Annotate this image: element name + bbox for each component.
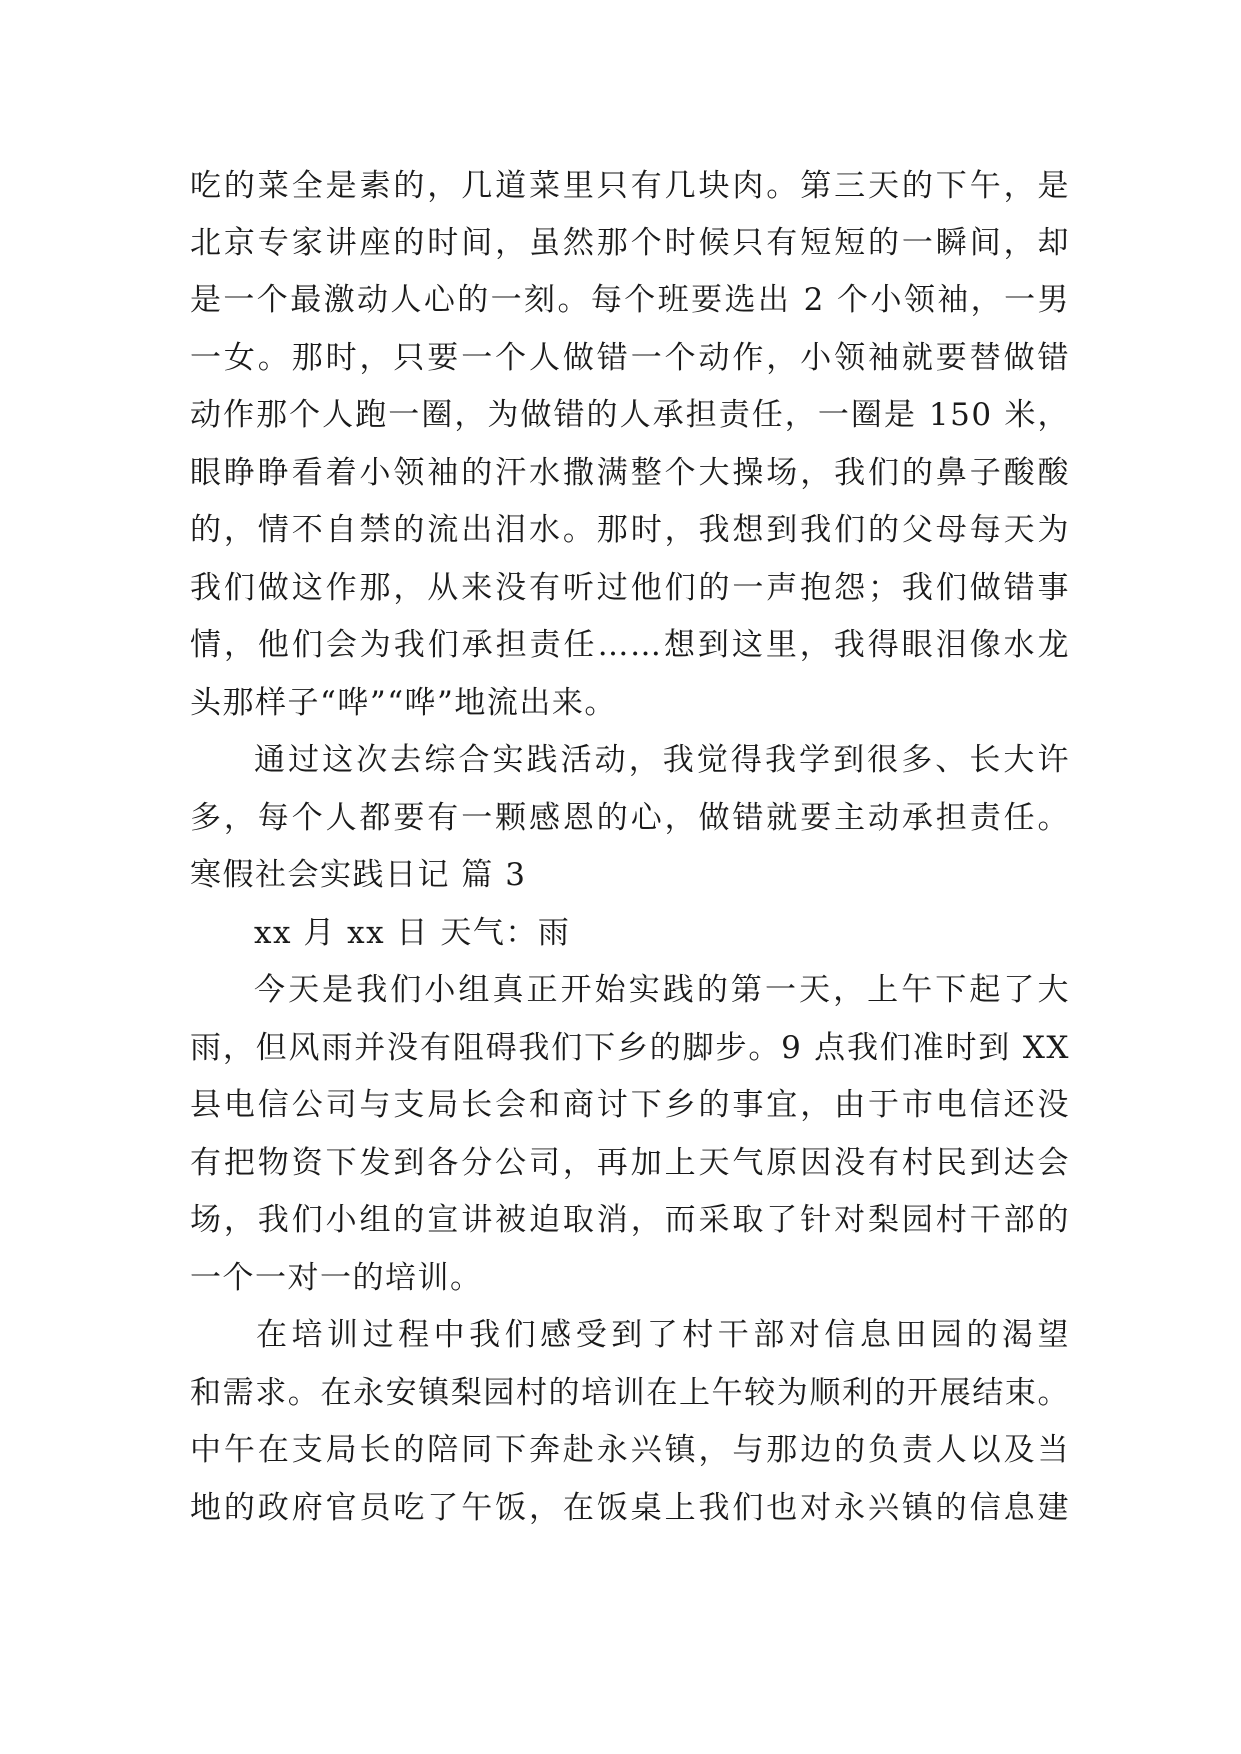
text-line: 北京专家讲座的时间，虽然那个时候只有短短的一瞬间，却 xyxy=(190,225,1070,261)
text-line: 中午在支局长的陪同下奔赴永兴镇，与那边的负责人以及当 xyxy=(190,1432,1070,1468)
text-line: 眼睁睁看着小领袖的汗水撒满整个大操场，我们的鼻子酸酸 xyxy=(190,455,1070,491)
text-line: 地的政府官员吃了午饭，在饭桌上我们也对永兴镇的信息建 xyxy=(190,1490,1070,1526)
paragraph-first-line: 通过这次去综合实践活动，我觉得我学到很多、长大许 xyxy=(254,742,1070,778)
text-line: 雨，但风雨并没有阻碍我们下乡的脚步。9 点我们准时到 XX xyxy=(190,1030,1070,1066)
paragraph-first-line: 今天是我们小组真正开始实践的第一天，上午下起了大 xyxy=(254,972,1070,1008)
text-line: 和需求。在永安镇梨园村的培训在上午较为顺利的开展结束。 xyxy=(190,1375,1070,1411)
diary-date-weather: xx 月 xx 日 天气：雨 xyxy=(254,915,571,951)
text-line: 是一个最激动人心的一刻。每个班要选出 2 个小领袖，一男 xyxy=(190,282,1070,318)
text-line: 吃的菜全是素的，几道菜里只有几块肉。第三天的下午，是 xyxy=(190,168,1070,204)
text-line: 情，他们会为我们承担责任……想到这里，我得眼泪像水龙 xyxy=(190,627,1070,663)
text-line: 县电信公司与支局长会和商讨下乡的事宜，由于市电信还没 xyxy=(190,1087,1070,1123)
text-line: 我们做这作那，从来没有听过他们的一声抱怨；我们做错事 xyxy=(190,570,1070,606)
text-line: 动作那个人跑一圈，为做错的人承担责任，一圈是 150 米， xyxy=(190,397,1070,433)
text-line: 一女。那时，只要一个人做错一个动作，小领袖就要替做错 xyxy=(190,340,1070,376)
text-line: 一个一对一的培训。 xyxy=(190,1260,483,1296)
paragraph-first-line: 在培训过程中我们感受到了村干部对信息田园的渴望 xyxy=(256,1317,1070,1353)
text-line: 有把物资下发到各分公司，再加上天气原因没有村民到达会 xyxy=(190,1145,1070,1181)
text-line: 头那样子“哗”“哗”地流出来。 xyxy=(190,685,617,721)
text-line: 的，情不自禁的流出泪水。那时，我想到我们的父母每天为 xyxy=(190,512,1070,548)
section-heading: 寒假社会实践日记 篇 3 xyxy=(190,857,527,893)
text-line: 场，我们小组的宣讲被迫取消，而采取了针对梨园村干部的 xyxy=(190,1202,1070,1238)
text-line: 多，每个人都要有一颗感恩的心，做错就要主动承担责任。 xyxy=(190,800,1070,836)
